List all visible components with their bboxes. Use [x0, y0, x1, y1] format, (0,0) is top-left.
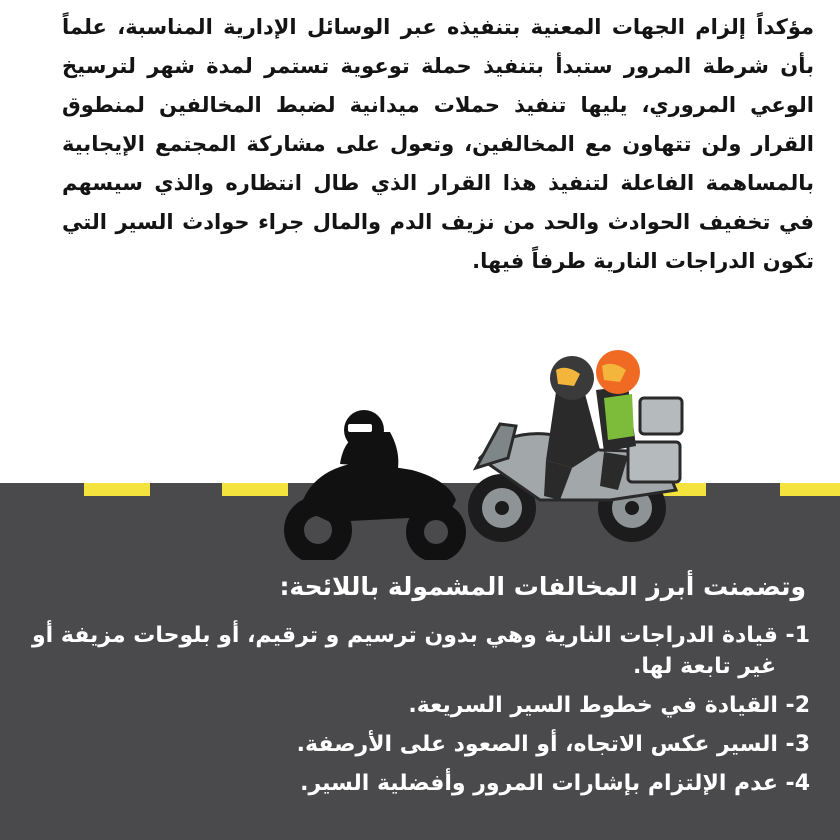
- motorcycle-with-riders-icon: [468, 350, 682, 542]
- violation-item: 1- قيادة الدراجات النارية وهي بدون ترسيم و ترقيم، أو بلوحات مزيفة أو غير تابعة لها.: [32, 623, 810, 679]
- violation-item: 4- عدم الإلتزام بإشارات المرور وأفضلية السير.: [300, 771, 810, 796]
- intro-paragraph: مؤكداً إلزام الجهات المعنية بتنفيذه عبر الوسائل الإدارية المناسبة، علماً بأن شرطة المرور ستبدأ بتنفيذ حملة توعوية تستمر لمدة شهر لترسيخ الوعي المروري، يليها تنفيذ حملات ميدانية لضبط المخالفين لمنطوق القرار ولن تتهاون مع المخالفين، وتعول على مشاركة المجتمع الإيجابية بالمساهمة الفاعلة لتنفيذ هذا القرار الذي طال انتظاره والذي سيسهم في تخفيف الحوادث والحد من نزيف الدم والمال جراء حوادث السير التي تكون الدراجات النارية طرفاً فيها.: [62, 15, 814, 273]
- violations-list: [30, 620, 810, 807]
- violations-heading: وتضمنت أبرز المخالفات المشمولة باللائحة:: [279, 572, 806, 601]
- illustration: [0, 340, 840, 560]
- violation-item: 2- القيادة في خطوط السير السريعة.: [408, 693, 810, 718]
- violation-item: 3- السير عكس الاتجاه، أو الصعود على الأرصفة.: [296, 732, 810, 757]
